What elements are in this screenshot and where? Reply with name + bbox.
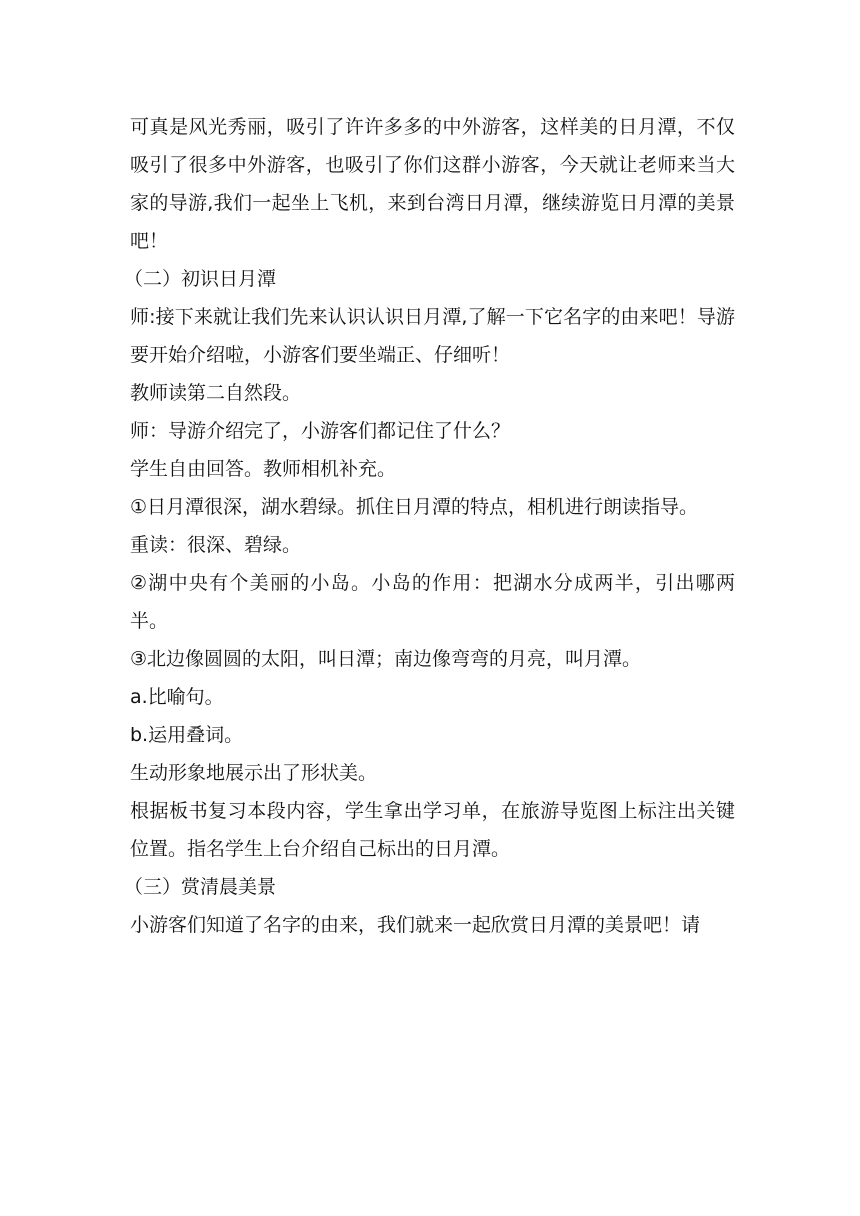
paragraph-review: 根据板书复习本段内容，学生拿出学习单，在旅游导览图上标注出关键位置。指名学生上台介绍自己标出的日月潭。 — [130, 800, 735, 860]
paragraph-point-1: ①日月潭很深，湖水碧绿。抓住日月潭的特点，相机进行朗读指导。 — [130, 496, 699, 518]
section-heading-2: （二）初识日月潭 — [124, 268, 277, 290]
paragraph-read-aloud: 教师读第二自然段。 — [130, 382, 302, 404]
paragraph-student-answer: 学生自由回答。教师相机补充。 — [130, 458, 397, 480]
paragraph-teacher-question: 师：导游介绍完了，小游客们都记住了什么？ — [130, 420, 511, 442]
section-heading-3: （三）赏清晨美景 — [124, 876, 277, 898]
paragraph-emphasis: 重读：很深、碧绿。 — [130, 534, 302, 556]
paragraph-intro: 可真是风光秀丽，吸引了许许多多的中外游客，这样美的日月潭，不仅吸引了很多中外游客，也吸引了你们这群小游客，今天就让老师来当大家的导游,我们一起坐上飞机，来到台湾日月潭，继续游览日月潭的美景吧！ — [130, 116, 735, 252]
paragraph-teacher-intro: 师:接下来就让我们先来认识认识日月潭,了解一下它名字的由来吧！导游要开始介绍啦，小游客们要坐端正、仔细听！ — [130, 306, 735, 366]
document-body — [124, 108, 735, 944]
paragraph-morning-intro: 小游客们知道了名字的由来，我们就来一起欣赏日月潭的美景吧！请 — [130, 914, 701, 936]
paragraph-point-a: a.比喻句。 — [130, 686, 224, 708]
paragraph-point-3: ③北边像圆圆的太阳，叫日潭；南边像弯弯的月亮，叫月潭。 — [130, 648, 642, 670]
paragraph-point-2: ②湖中央有个美丽的小岛。小岛的作用：把湖水分成两半，引出哪两半。 — [130, 572, 735, 632]
paragraph-summary: 生动形象地展示出了形状美。 — [130, 762, 378, 784]
paragraph-point-b: b.运用叠词。 — [130, 724, 244, 746]
